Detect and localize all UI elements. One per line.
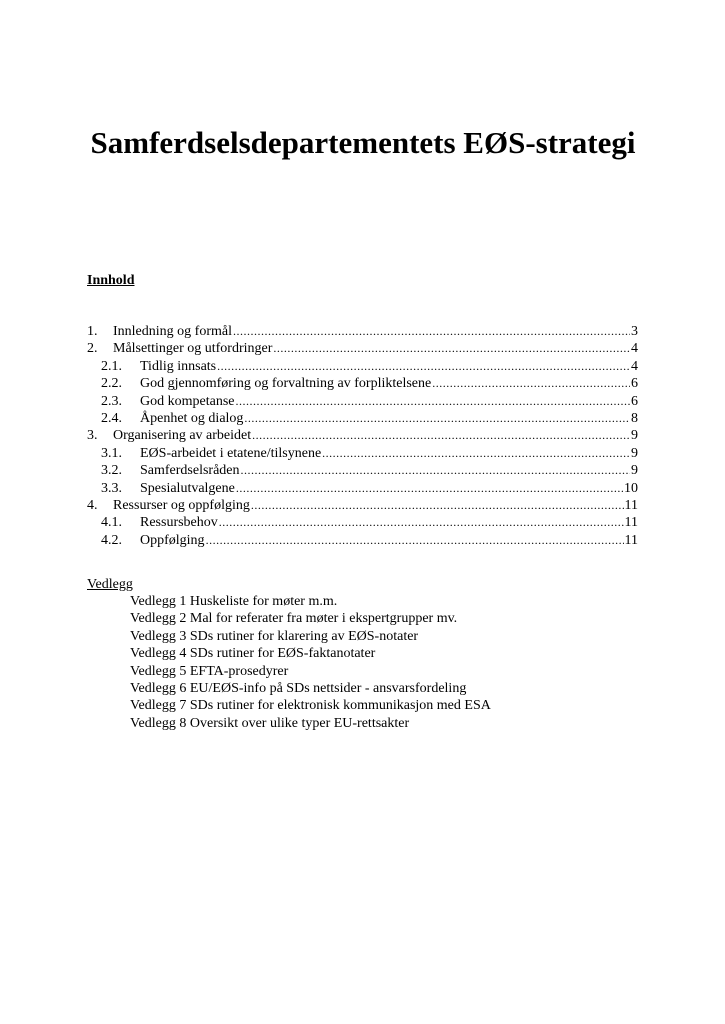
attachment-item: Vedlegg 3 SDs rutiner for klarering av EØS-notater — [130, 628, 419, 644]
toc-entry-number: 3.1. — [101, 445, 122, 461]
attachment-item: Vedlegg 1 Huskeliste for møter m.m. — [130, 594, 338, 609]
toc-entry-number: 4.1. — [101, 515, 122, 531]
toc-entry[interactable] — [87, 375, 638, 392]
toc-entry-page-number: 8 — [631, 410, 638, 426]
toc-entry[interactable] — [87, 358, 638, 375]
toc-entry-number: 4. — [87, 497, 98, 513]
toc-entry-number: 2. — [87, 341, 98, 357]
toc-entry-number: 2.2. — [101, 376, 122, 392]
toc-entry-title: Ressurser og oppfølging — [113, 497, 250, 513]
toc-entry-title: Tidlig innsats — [140, 358, 217, 374]
toc-entry[interactable] — [87, 445, 638, 462]
toc-entry-page-number: 6 — [631, 393, 638, 409]
toc-entry-page-number: 4 — [631, 341, 638, 357]
contents-heading: Innhold — [87, 273, 135, 288]
toc-entry[interactable] — [87, 410, 638, 427]
attachment-item: Vedlegg 7 SDs rutiner for elektronisk kommunikasjon med ESA — [130, 698, 491, 714]
toc-entry-title: God kompetanse — [140, 393, 235, 409]
toc-entry[interactable] — [87, 532, 638, 549]
toc-entry[interactable] — [87, 427, 638, 444]
toc-entry-page-number: 9 — [631, 445, 638, 461]
toc-dot-leader — [252, 427, 630, 444]
toc-entry-title: Organisering av arbeidet — [113, 428, 252, 444]
attachment-item: Vedlegg 8 Oversikt over ulike typer EU-rettsakter — [130, 715, 410, 731]
toc-entry-number: 3.3. — [101, 480, 122, 496]
attachments-heading: Vedlegg — [87, 577, 133, 592]
attachment-item: Vedlegg 5 EFTA-prosedyrer — [130, 663, 289, 679]
toc-entry-title: Oppfølging — [140, 532, 205, 548]
toc-entry-title: Innledning og formål — [113, 324, 232, 339]
toc-entry-title: Spesialutvalgene — [140, 480, 235, 496]
toc-entry-number: 3. — [87, 428, 98, 444]
toc-entry-title: Målsettinger og utfordringer — [113, 341, 273, 357]
toc-dot-leader — [322, 445, 630, 462]
toc-entry-number: 3.2. — [101, 463, 122, 479]
toc-entry-title: God gjennomføring og forvaltning av forpliktelsene — [140, 376, 432, 392]
toc-entry[interactable] — [87, 340, 638, 357]
toc-entry-page-number: 11 — [624, 515, 638, 531]
toc-entry[interactable] — [87, 393, 638, 410]
toc-entry[interactable] — [87, 497, 638, 514]
attachment-item: Vedlegg 4 SDs rutiner for EØS-faktanotater — [130, 646, 376, 662]
toc-dot-leader — [235, 393, 630, 410]
toc-entry[interactable] — [87, 514, 638, 531]
toc-entry-page-number: 11 — [624, 532, 638, 548]
toc-entry-number: 4.2. — [101, 532, 122, 548]
toc-entry-page-number: 9 — [631, 428, 638, 444]
attachment-item: Vedlegg 6 EU/EØS-info på SDs nettsider - ansvarsfordeling — [130, 680, 467, 696]
toc-entry[interactable] — [87, 462, 638, 479]
toc-entry-number: 2.3. — [101, 393, 122, 409]
toc-dot-leader — [236, 480, 623, 497]
toc-entry-title: EØS-arbeidet i etatene/tilsynene — [140, 445, 322, 461]
toc-entry-page-number: 11 — [624, 497, 638, 513]
toc-entry-number: 2.4. — [101, 410, 122, 426]
toc-dot-leader — [217, 358, 630, 375]
table-of-contents — [87, 323, 638, 549]
attachments-list — [130, 593, 491, 732]
toc-entry-title: Åpenhet og dialog — [140, 410, 244, 426]
toc-dot-leader — [432, 375, 630, 392]
toc-entry-number: 2.1. — [101, 358, 122, 374]
toc-entry-title: Ressursbehov — [140, 515, 218, 531]
toc-entry[interactable] — [87, 480, 638, 497]
toc-entry-page-number: 4 — [631, 358, 638, 374]
toc-dot-leader — [273, 340, 630, 357]
toc-dot-leader — [206, 532, 624, 549]
toc-entry-page-number: 9 — [631, 463, 638, 479]
toc-dot-leader — [233, 323, 630, 340]
toc-dot-leader — [241, 462, 630, 479]
attachment-item: Vedlegg 2 Mal for referater fra møter i ekspertgrupper mv. — [130, 611, 458, 627]
toc-entry[interactable] — [87, 323, 638, 340]
toc-entry-page-number: 10 — [624, 480, 638, 496]
toc-entry-page-number: 3 — [631, 324, 638, 339]
toc-entry-title: Samferdselsråden — [140, 463, 240, 479]
document-title: Samferdselsdepartementets EØS-strategi — [90, 125, 636, 160]
toc-entry-number: 1. — [87, 324, 98, 339]
toc-dot-leader — [244, 410, 630, 427]
toc-dot-leader — [219, 514, 624, 531]
toc-dot-leader — [251, 497, 624, 514]
toc-entry-page-number: 6 — [631, 376, 638, 392]
